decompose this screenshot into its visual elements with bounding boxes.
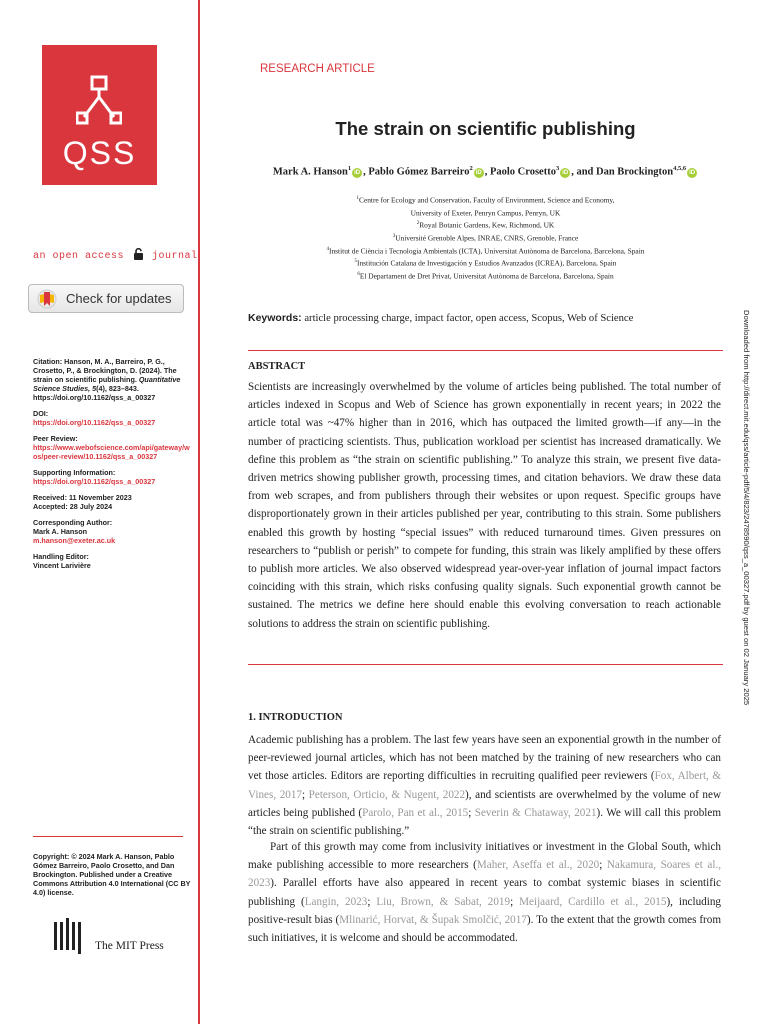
download-watermark: Downloaded from http://direct.mit.edu/qss/article-pdf/5/4/823/2478590/qss_a_00327.pdf by guest on 02 January 2025	[742, 310, 751, 706]
affiliation-list	[248, 193, 723, 282]
affiliation-text: University of Exeter, Penryn Campus, Penryn, UK	[410, 208, 561, 218]
paragraph-text: ), including positive-result bias (	[248, 895, 721, 926]
supporting-info-block	[33, 468, 193, 486]
network-icon	[76, 75, 122, 125]
corresponding-author-block	[33, 518, 193, 545]
article-info	[33, 357, 193, 577]
author-affil-sup: 1	[347, 165, 352, 172]
affiliation-text: Institución Catalana de Investigación y Estudios Avanzados (ICREA), Barcelona, Spain	[357, 258, 617, 268]
affiliation-text: Institut de Ciència i Tecnologia Ambientals (ICTA), Universitat Autònoma de Barcelona, Barcelona, Spain	[329, 246, 645, 256]
accepted-date: Accepted: 28 July 2024	[33, 502, 113, 511]
paragraph-text: ;	[510, 895, 520, 908]
check-for-updates-button[interactable]	[28, 284, 184, 313]
affiliation-sup: 1	[356, 196, 360, 201]
supporting-info-link[interactable]: https://doi.org/10.1162/qss_a_00327	[33, 477, 156, 486]
affiliation-line	[248, 244, 723, 257]
citation-link[interactable]: Meijaard, Cardillo et al., 2015	[519, 895, 667, 908]
affiliation-line	[248, 269, 723, 282]
open-access-text: an open access	[33, 251, 125, 262]
paragraph-text: ). We will call this problem “the strain on scientific publishing.”	[248, 806, 722, 838]
citation-link[interactable]: Maher, Aseffa et al., 2020	[476, 859, 600, 872]
paragraph-text: ). To the extent that the growth comes from such initiatives, it is welcome and should be accommodated.	[248, 913, 721, 945]
citation-link[interactable]: Parolo, Pan et al., 2015	[362, 806, 469, 819]
citation-link[interactable]: Mlinarić, Horvat, & Šupak Smolčić, 2017	[339, 913, 527, 926]
supporting-info-label: Supporting Information:	[33, 468, 116, 477]
check-for-updates-label: Check for updates	[66, 291, 172, 306]
paragraph-text: ;	[367, 895, 377, 908]
corresponding-author-label: Corresponding Author:	[33, 518, 113, 527]
doi-link[interactable]: https://doi.org/10.1162/qss_a_00327	[33, 418, 156, 427]
citation-link[interactable]: Liu, Brown, & Sabat, 2019	[376, 895, 511, 908]
author-name: and Dan Brockington	[576, 166, 674, 178]
abstract-heading: ABSTRACT	[248, 361, 306, 372]
article-title: The strain on scientific publishing	[335, 118, 636, 139]
paragraph	[248, 731, 721, 840]
paragraph-text: ;	[468, 806, 475, 819]
citation-link[interactable]: Langin, 2023	[304, 895, 368, 908]
paragraph-text: ;	[599, 859, 607, 872]
bookmark-update-icon	[35, 289, 59, 309]
mit-press-logo-icon	[52, 918, 88, 954]
affiliation-sup: 3	[392, 234, 396, 240]
citation-link[interactable]: Fox, Albert, & Vines, 2017	[248, 770, 721, 801]
author-name: Paolo Crosetto	[489, 166, 556, 178]
abstract-bottom-rule	[248, 664, 723, 665]
corresponding-author-email[interactable]: m.hanson@exeter.ac.uk	[33, 536, 116, 545]
citation-link[interactable]: Nakamura, Soares et al., 2023	[248, 859, 721, 890]
paragraph-text: ;	[301, 788, 309, 801]
left-sidebar	[0, 0, 200, 1024]
affiliation-sup: 6	[357, 272, 360, 278]
handling-editor-label: Handling Editor:	[33, 552, 89, 561]
affiliation-sup: 2	[416, 221, 420, 227]
citation-label: Citation:	[33, 357, 63, 366]
abstract-top-rule	[248, 350, 723, 351]
paragraph-text: ), and scientists are overwhelmed by the volume of new articles being published (	[248, 788, 721, 819]
citation-link[interactable]: Peterson, Orticio, & Nugent, 2022	[308, 788, 466, 801]
corresponding-author-name: Mark A. Hanson	[33, 527, 88, 536]
author-affil-sup: 4,5,6	[673, 165, 687, 172]
author-affil-sup: 3	[555, 165, 560, 172]
affiliation-line	[248, 231, 723, 244]
publisher-name: The MIT Press	[95, 940, 164, 952]
peer-review-block	[33, 434, 193, 461]
orcid-icon[interactable]: iD	[354, 169, 361, 176]
affiliation-line	[248, 193, 723, 206]
peer-review-link[interactable]: https://www.webofscience.com/api/gateway/wos/peer-review/10.1162/qss_a_00327	[33, 443, 190, 461]
article-type: RESEARCH ARTICLE	[260, 63, 375, 75]
keywords	[248, 312, 633, 324]
paragraph	[248, 838, 721, 947]
citation-authors: Hanson, M. A., Barreiro, P. G., Crosetto, P., & Brockington, D. (2024). The strain on scientific publishing.	[33, 357, 177, 384]
open-lock-icon	[133, 248, 144, 260]
affiliation-text: Centre for Ecology and Conservation, Faculty of Environment, Science and Economy,	[359, 195, 615, 205]
affiliation-line	[248, 206, 723, 219]
received-date: Received: 11 November 2023	[33, 493, 132, 502]
sidebar-divider	[33, 836, 183, 837]
affiliation-line	[248, 218, 723, 231]
peer-review-label: Peer Review:	[33, 434, 78, 443]
keywords-list: article processing charge, impact factor, open access, Scopus, Web of Science	[304, 313, 634, 324]
dates-block	[33, 493, 193, 511]
citation-block	[33, 357, 193, 402]
affiliation-text: El Departament de Dret Privat, Universitat Autònoma de Barcelona, Barcelona, Spain	[359, 271, 614, 281]
citation-link[interactable]: Severin & Chataway, 2021	[474, 806, 597, 819]
orcid-icon[interactable]: iD	[689, 169, 696, 176]
paragraph-text: ). Parallel efforts have also appeared in recent years to combat systemic biases in scientific publishing (	[248, 877, 721, 908]
journal-text: journal	[152, 251, 198, 262]
open-access-tagline	[33, 248, 198, 262]
citation-journal: Quantitative Science Studies, 5	[33, 375, 181, 393]
orcid-icon[interactable]: iD	[562, 169, 569, 176]
author-name: Mark A. Hanson	[272, 166, 348, 178]
section-heading-introduction: 1. INTRODUCTION	[248, 712, 343, 723]
affiliation-sup: 5	[354, 259, 357, 265]
author-affil-sup: 2	[469, 165, 473, 172]
handling-editor-block	[33, 552, 193, 570]
keywords-label: Keywords:	[248, 312, 302, 324]
affiliation-sup: 4	[326, 246, 330, 252]
affiliation-text: Université Grenoble Alpes, INRAE, CNRS, Grenoble, France	[395, 233, 579, 243]
abstract-text: Scientists are increasingly overwhelmed by the volume of articles being published. The total number of articles indexed in Scopus and Web of Science has grown exponentially in recent years; in 2022 the article total was ~47% higher than in 2016, which has outpaced the limited growth—if any—in the number of practicing scientists. Thus, publication workload per scientist has increased dramatically. We define this problem as “the strain on scientific publishing.” To analyze this strain, we present five data-driven metrics showing publisher growth, processing times, and citation behaviors. We draw these data from web scrapes, and from publishers through their websites or upon request. Specific groups have disproportionately grown in their articles published per year, contributing to this strain. Some publishers enabled this growth by hosting “special issues” with reduced turnaround times. Given pressures on researchers to “publish or perish” to compete for funding, this strain was likely amplified by these offers to publish more articles. We also observed widespread year-over-year inflation of journal impact factors coinciding with this strain, which risks confusing quality signals. Such exponential growth cannot be sustained. The metrics we define here should enable this evolving conversation to reach actionable solutions to address the strain on scientific publishing.	[248, 381, 721, 630]
doi-block	[33, 409, 193, 427]
copyright-notice: Copyright: © 2024 Mark A. Hanson, Pablo Gómez Barreiro, Paolo Crosetto, and Dan Brockington. Published under a Creative Commons Attribution 4.0 International (CC BY 4.0) license.	[33, 852, 191, 897]
author-name: Pablo Gómez Barreiro	[368, 166, 470, 178]
logo-text: QSS	[62, 135, 137, 171]
citation-rest: (4), 823–843. https://doi.org/10.1162/qss_a_00327	[33, 384, 156, 402]
doi-label: DOI:	[33, 409, 49, 418]
qss-logo[interactable]	[42, 45, 157, 185]
paragraph-text: Academic publishing has a problem. The last few years have seen an exponential growth in the number of peer-reviewed journal articles, which has not been matched by the training of new researchers who can vet those articles. Editors are reporting difficulties in recruiting qualified peer reviewers (	[248, 734, 721, 783]
handling-editor-name: Vincent Larivière	[33, 561, 91, 570]
affiliation-line	[248, 256, 723, 269]
orcid-icon[interactable]: iD	[475, 169, 482, 176]
affiliation-text: Royal Botanic Gardens, Kew, Richmond, UK	[419, 220, 555, 230]
author-list: Mark A. Hanson$^1$iD , Pablo Gómez Barreiro$^2$iD , Paolo Crosetto$^3$iD , and Dan Brockington$^{4,5,6}$iD	[272, 165, 696, 178]
paragraph-text: Part of this growth may come from inclusivity initiatives or investment in the Global South, which make publishing accessible to more researchers (	[248, 841, 721, 872]
